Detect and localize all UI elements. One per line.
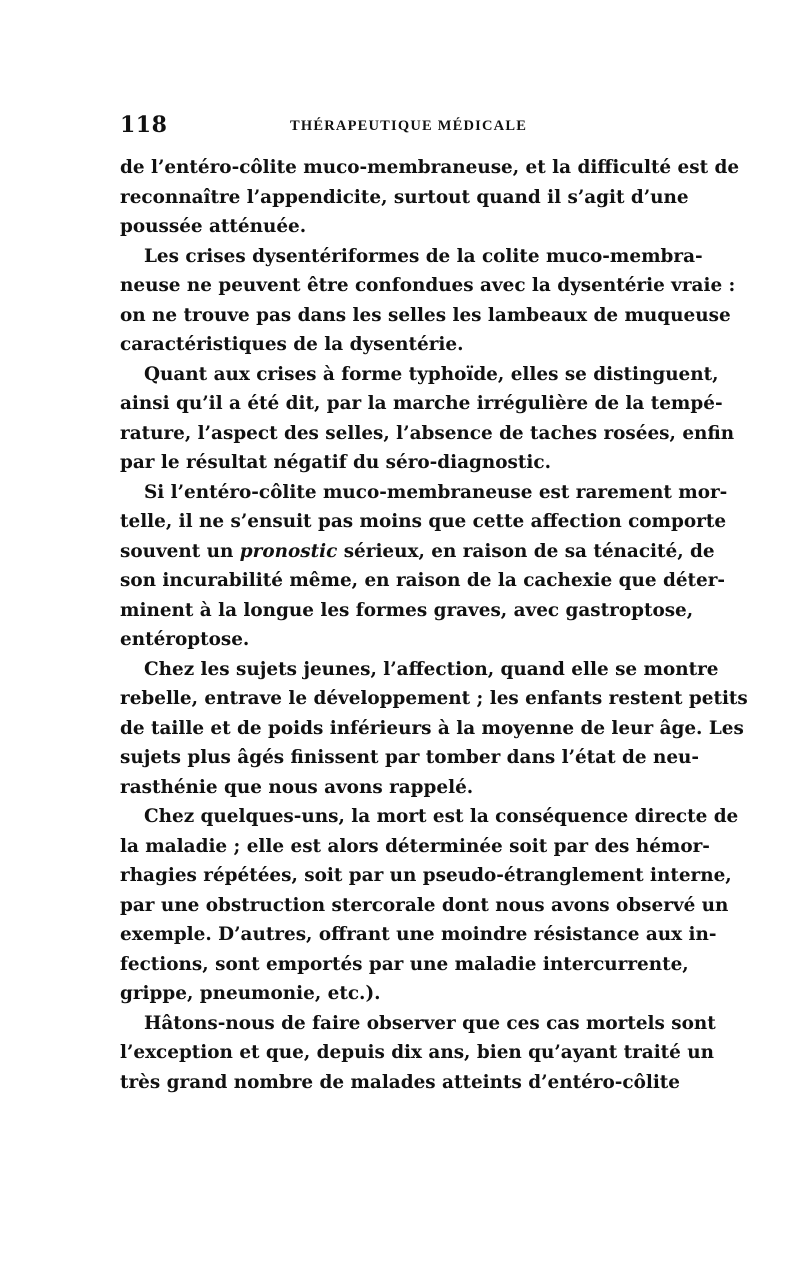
text-line: minent à la longue les formes graves, avec gastroptose, xyxy=(120,599,694,621)
text-segment: souvent un xyxy=(120,540,240,562)
text-line: par le résultat négatif du séro-diagnostic. xyxy=(120,452,551,473)
text-line: Chez les sujets jeunes, l’affection, quand elle se montre xyxy=(144,658,719,680)
text-line: son incurabilité même, en raison de la cachexie que déter- xyxy=(120,570,726,591)
paragraph xyxy=(120,1009,716,1098)
text-line: rasthénie que nous avons rappelé. xyxy=(120,776,474,798)
text-line: ainsi qu’il a été dit, par la marche irrégulière de la tempé- xyxy=(120,393,723,414)
text-line: Les crises dysentériformes de la colite muco-membra- xyxy=(144,245,703,267)
paragraph xyxy=(120,242,736,360)
text-line: grippe, pneumonie, etc.). xyxy=(120,983,381,1004)
text-line: l’exception et que, depuis dix ans, bien qu’ayant traité un xyxy=(120,1042,715,1063)
paragraph xyxy=(120,802,739,1009)
text-line: exemple. D’autres, offrant une moindre résistance aux in- xyxy=(120,924,717,945)
text-line: caractéristiques de la dysentérie. xyxy=(120,334,464,355)
text-line: de l’entéro-côlite muco-membraneuse, et la difficulté est de xyxy=(120,157,740,178)
text-line: neuse ne peuvent être confondues avec la dysentérie vraie : xyxy=(120,275,736,296)
text-segment: sérieux, en raison de sa ténacité, de xyxy=(337,540,715,562)
text-line: rature, l’aspect des selles, l’absence de taches rosées, enfin xyxy=(120,422,735,444)
paragraph xyxy=(120,360,735,478)
text-line: très grand nombre de malades atteints d’entéro-côlite xyxy=(120,1071,681,1093)
text-line: Si l’entéro-côlite muco-membraneuse est rarement mor- xyxy=(144,481,728,503)
paragraph xyxy=(120,478,728,655)
text-line: reconnaître l’appendicite, surtout quand il s’agit d’une xyxy=(120,186,689,208)
text-line: poussée atténuée. xyxy=(120,216,307,237)
page-header xyxy=(120,112,680,142)
text-line: fections, sont emportés par une maladie intercurrente, xyxy=(120,953,689,975)
text-line: de taille et de poids inférieurs à la moyenne de leur âge. Les xyxy=(120,717,744,739)
page-number: 118 xyxy=(120,112,168,138)
text-line: par une obstruction stercorale dont nous avons observé un xyxy=(120,894,729,916)
text-line: on ne trouve pas dans les selles les lambeaux de muqueuse xyxy=(120,304,731,326)
text-line: rebelle, entrave le développement ; les enfants restent petits xyxy=(120,688,748,709)
body-text xyxy=(120,153,748,1097)
text-line: entéroptose. xyxy=(120,629,250,650)
paragraph xyxy=(120,153,740,242)
italic-term: pronostic xyxy=(239,540,338,562)
text-line: Chez quelques-uns, la mort est la conséquence directe de xyxy=(144,806,739,827)
text-line: sujets plus âgés finissent par tomber dans l’état de neu- xyxy=(120,747,700,768)
text-line: rhagies répétées, soit par un pseudo-étranglement interne, xyxy=(120,865,732,886)
text-line: Hâtons-nous de faire observer que ces cas mortels sont xyxy=(144,1012,716,1034)
text-line: la maladie ; elle est alors déterminée soit par des hémor- xyxy=(120,835,710,857)
running-title: THÉRAPEUTIQUE MÉDICALE xyxy=(290,118,528,134)
text-line xyxy=(120,537,715,567)
text-line: telle, il ne s’ensuit pas moins que cette affection comporte xyxy=(120,511,727,532)
text-line: Quant aux crises à forme typhoïde, elles se distinguent, xyxy=(144,363,719,385)
paragraph xyxy=(120,655,748,803)
